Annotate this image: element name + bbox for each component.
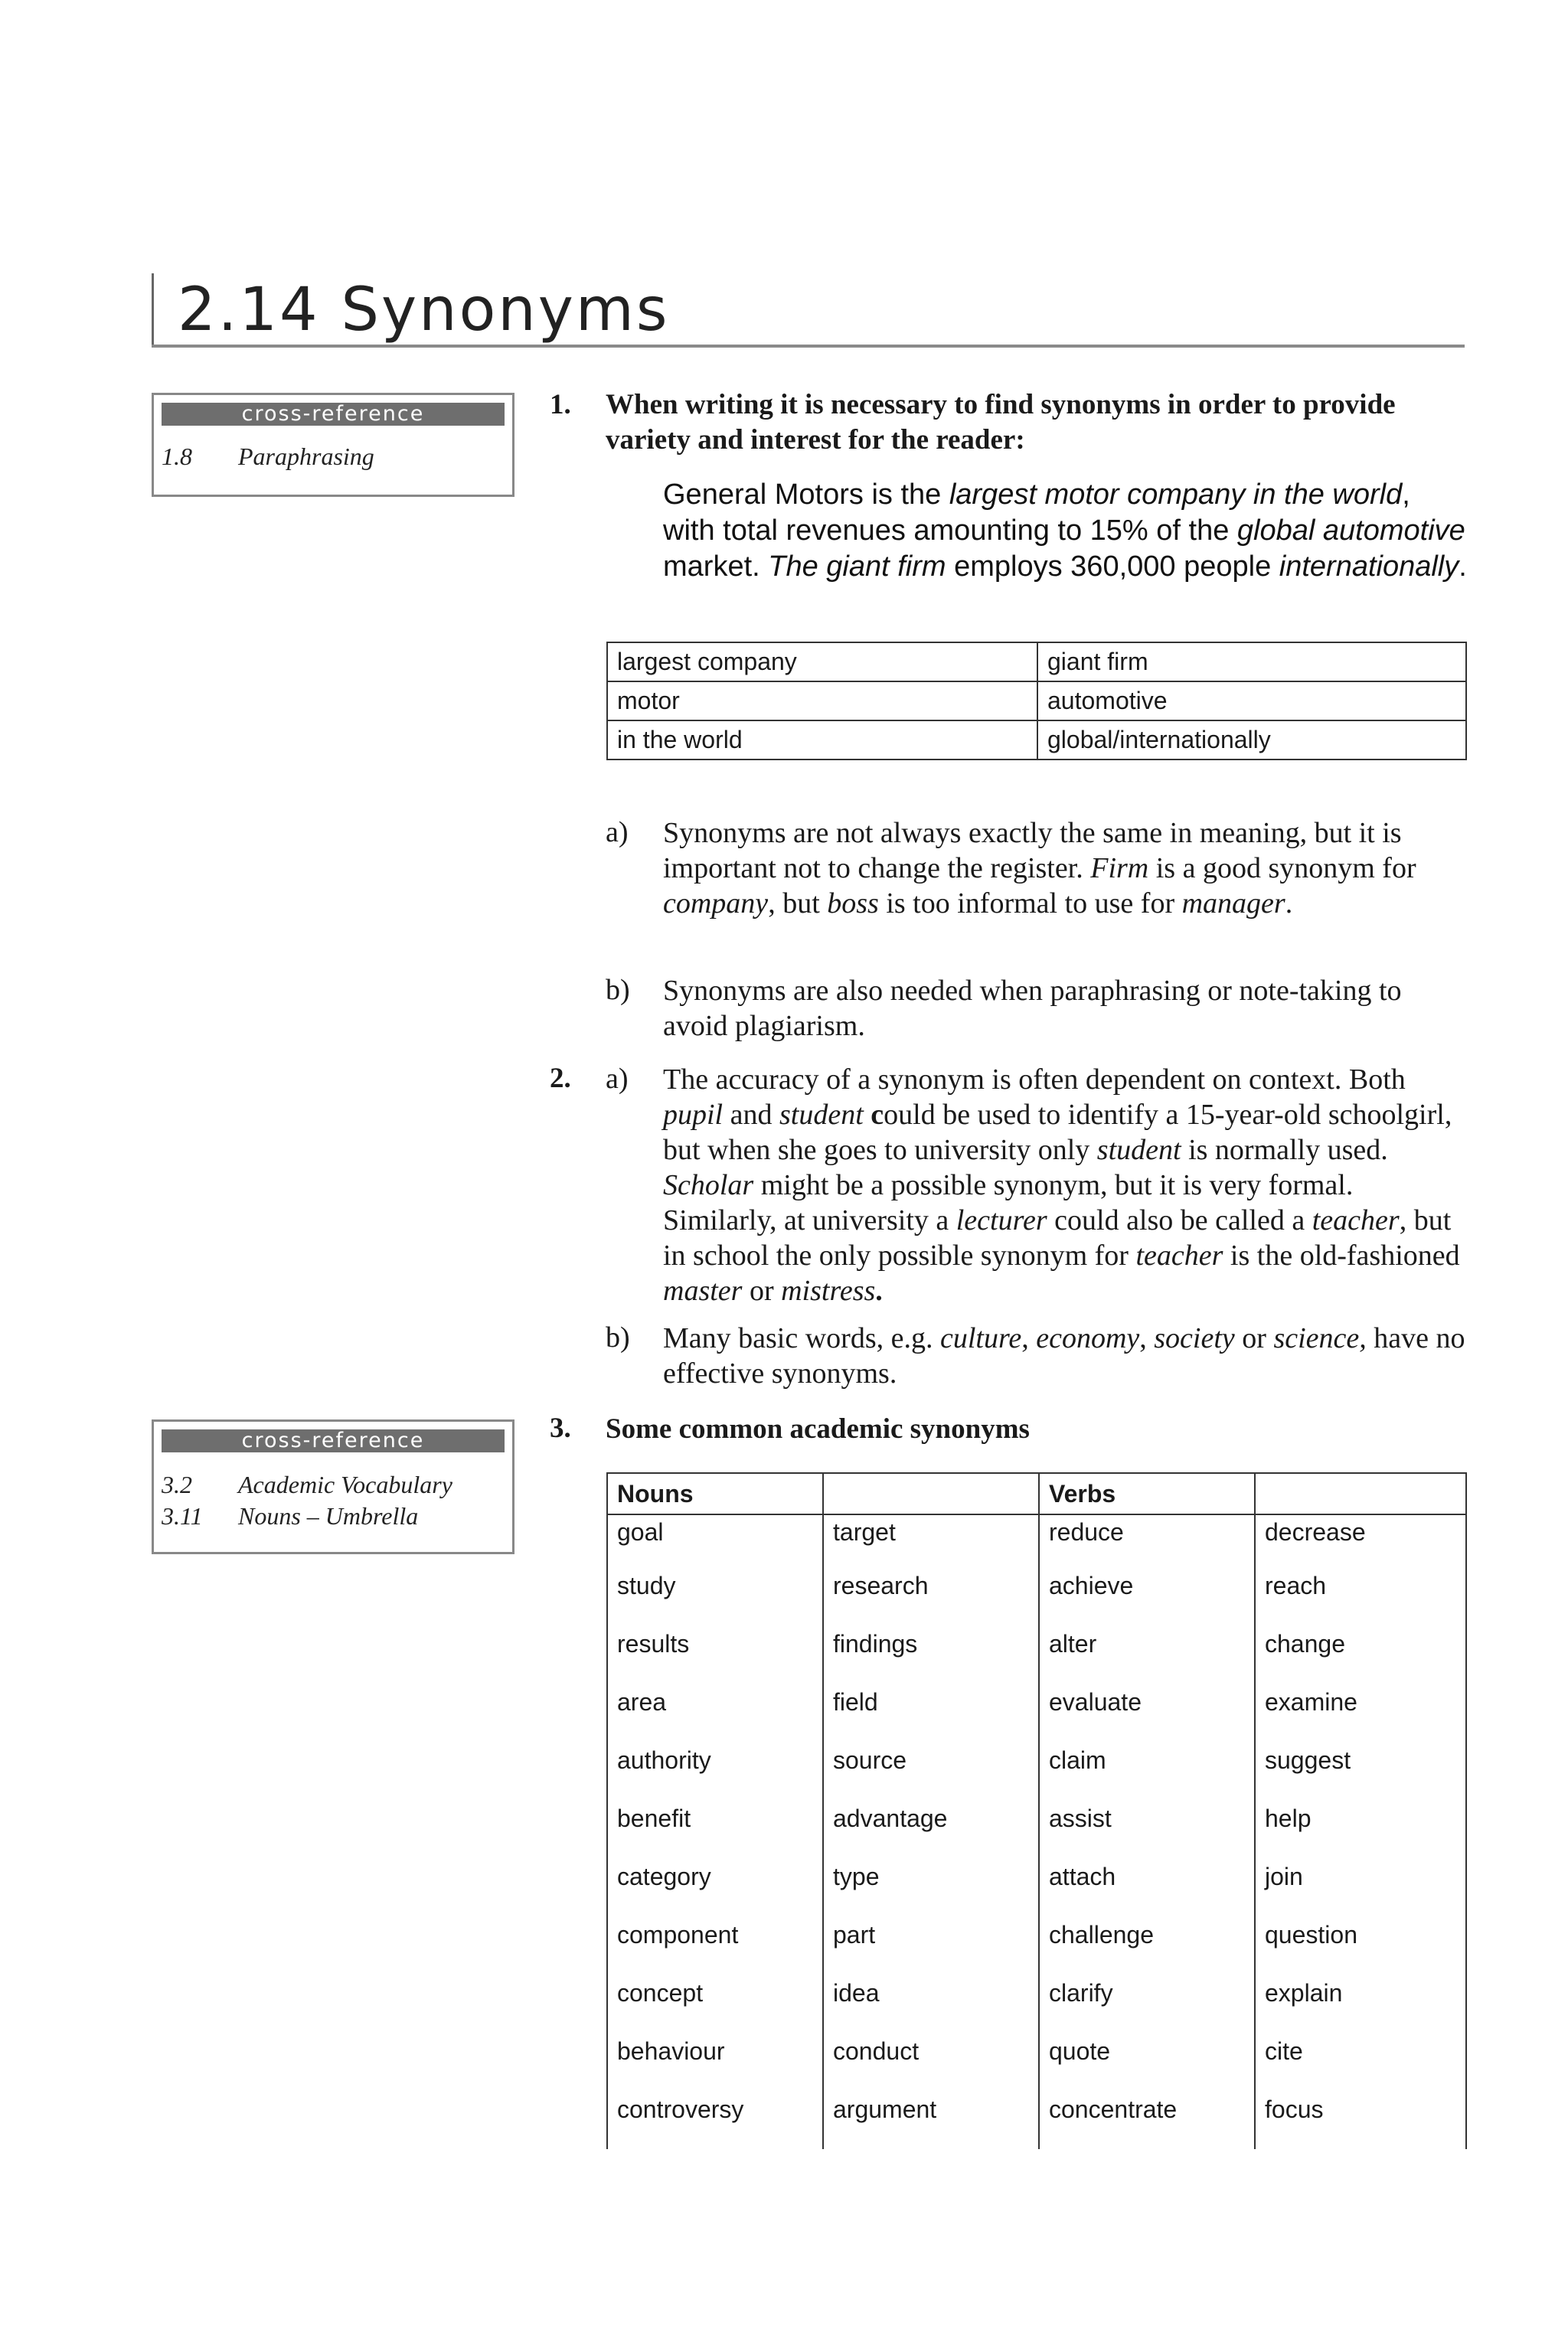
column-header: Verbs bbox=[1039, 1473, 1255, 1514]
table-cell: study bbox=[607, 1567, 823, 1625]
paragraph: Synonyms are also needed when paraphrasing or note-taking to avoid plagiarism. bbox=[663, 975, 1402, 1042]
table-row bbox=[607, 2091, 1466, 2149]
table-body bbox=[607, 1514, 1466, 2149]
table-cell: reach bbox=[1255, 1567, 1466, 1625]
cross-reference-box bbox=[152, 1419, 514, 1554]
item-letter: a) bbox=[606, 1063, 629, 1095]
table-cell: automotive bbox=[1037, 681, 1466, 720]
section-number: 2. bbox=[550, 1063, 571, 1094]
cross-reference-entry: 3.11 Nouns – Umbrella bbox=[162, 1502, 419, 1530]
table-cell: achieve bbox=[1039, 1567, 1255, 1625]
table-cell: argument bbox=[823, 2091, 1039, 2149]
table-cell: in the world bbox=[607, 720, 1037, 760]
table-cell: giant firm bbox=[1037, 642, 1466, 681]
table-cell: quote bbox=[1039, 2033, 1255, 2091]
paragraph: Many basic words, e.g. culture, economy, society or science, have no effective synonyms. bbox=[663, 1322, 1465, 1390]
table-cell: reduce bbox=[1039, 1514, 1255, 1567]
table-cell: conduct bbox=[823, 2033, 1039, 2091]
cross-reference-entry: 1.8 Paraphrasing bbox=[162, 443, 374, 470]
table-cell: cite bbox=[1255, 2033, 1466, 2091]
synonym-example-table bbox=[606, 642, 1467, 760]
table-row bbox=[607, 1916, 1466, 1975]
table-row bbox=[607, 681, 1466, 720]
table-cell: attach bbox=[1039, 1858, 1255, 1916]
table-cell: concentrate bbox=[1039, 2091, 1255, 2149]
table-cell: component bbox=[607, 1916, 823, 1975]
table-row bbox=[607, 720, 1466, 760]
section-number: 1. bbox=[550, 389, 571, 420]
table-cell: goal bbox=[607, 1514, 823, 1567]
table-cell: authority bbox=[607, 1742, 823, 1800]
table-cell: part bbox=[823, 1916, 1039, 1975]
table-header-row bbox=[607, 1473, 1466, 1514]
table-cell: assist bbox=[1039, 1800, 1255, 1858]
table-cell: change bbox=[1255, 1625, 1466, 1684]
cross-reference-box bbox=[152, 393, 514, 497]
table-cell: benefit bbox=[607, 1800, 823, 1858]
page-title: 2.14 Synonyms bbox=[178, 276, 670, 345]
cross-reference-label: cross-reference bbox=[162, 1429, 505, 1452]
table-cell: suggest bbox=[1255, 1742, 1466, 1800]
cross-reference-entry: 3.2 Academic Vocabulary bbox=[162, 1471, 452, 1498]
table-row bbox=[607, 1625, 1466, 1684]
table-cell: idea bbox=[823, 1975, 1039, 2033]
table-cell: motor bbox=[607, 681, 1037, 720]
section-heading: Some common academic synonyms bbox=[606, 1413, 1030, 1445]
table-row bbox=[607, 1684, 1466, 1742]
table-row bbox=[607, 642, 1466, 681]
table-cell: clarify bbox=[1039, 1975, 1255, 2033]
table-cell: source bbox=[823, 1742, 1039, 1800]
column-header bbox=[823, 1473, 1039, 1514]
table-cell: alter bbox=[1039, 1625, 1255, 1684]
example-passage: General Motors is the largest motor company in the world, with total revenues amounting to 15% of the global automotive market. The giant firm employs 360,000 people internationally. bbox=[663, 479, 1467, 583]
table-cell: research bbox=[823, 1567, 1039, 1625]
table-cell: focus bbox=[1255, 2091, 1466, 2149]
table-row bbox=[607, 1742, 1466, 1800]
table-cell: advantage bbox=[823, 1800, 1039, 1858]
item-letter: b) bbox=[606, 1321, 630, 1354]
table-cell: findings bbox=[823, 1625, 1039, 1684]
table-cell: largest company bbox=[607, 642, 1037, 681]
table-row bbox=[607, 1975, 1466, 2033]
table-cell: decrease bbox=[1255, 1514, 1466, 1567]
table-cell: claim bbox=[1039, 1742, 1255, 1800]
item-letter: a) bbox=[606, 816, 629, 848]
paragraph: Synonyms are not always exactly the same in meaning, but it is important not to change the register. Firm is a good synonym for company, but boss is too informal to use for manager. bbox=[663, 817, 1416, 920]
table-cell: controversy bbox=[607, 2091, 823, 2149]
item-letter: b) bbox=[606, 974, 630, 1006]
table-cell: question bbox=[1255, 1916, 1466, 1975]
table-cell: results bbox=[607, 1625, 823, 1684]
table-cell: help bbox=[1255, 1800, 1466, 1858]
section-number: 3. bbox=[550, 1413, 571, 1444]
table-cell: challenge bbox=[1039, 1916, 1255, 1975]
table-cell: evaluate bbox=[1039, 1684, 1255, 1742]
header-rule-horizontal bbox=[152, 345, 1465, 348]
table-cell: category bbox=[607, 1858, 823, 1916]
academic-synonyms-table bbox=[606, 1472, 1467, 2149]
table-row bbox=[607, 1800, 1466, 1858]
table-row bbox=[607, 1514, 1466, 1567]
table-cell: target bbox=[823, 1514, 1039, 1567]
table-row bbox=[607, 2033, 1466, 2091]
table-cell: explain bbox=[1255, 1975, 1466, 2033]
table-cell: behaviour bbox=[607, 2033, 823, 2091]
table-row bbox=[607, 1858, 1466, 1916]
column-header bbox=[1255, 1473, 1466, 1514]
table-cell: concept bbox=[607, 1975, 823, 2033]
table-cell: type bbox=[823, 1858, 1039, 1916]
table-cell: global/internationally bbox=[1037, 720, 1466, 760]
table-cell: area bbox=[607, 1684, 823, 1742]
table-cell: field bbox=[823, 1684, 1039, 1742]
table-cell: examine bbox=[1255, 1684, 1466, 1742]
paragraph: The accuracy of a synonym is often dependent on context. Both pupil and student could be used to identify a 15-year-old schoolgirl, but when she goes to university only student is normally used. Scholar might be a possible synonym, but it is very formal. Similarly, at university a lecturer could also be called a teacher, but in school the only possible synonym for teacher is the old-fashioned master or mistress. bbox=[663, 1063, 1460, 1307]
table-cell: join bbox=[1255, 1858, 1466, 1916]
section-heading: When writing it is necessary to find synonyms in order to provide variety and interest for the reader: bbox=[606, 389, 1396, 456]
header-rule-vertical bbox=[152, 273, 154, 347]
table-row bbox=[607, 1567, 1466, 1625]
column-header: Nouns bbox=[607, 1473, 823, 1514]
cross-reference-label: cross-reference bbox=[162, 403, 505, 426]
